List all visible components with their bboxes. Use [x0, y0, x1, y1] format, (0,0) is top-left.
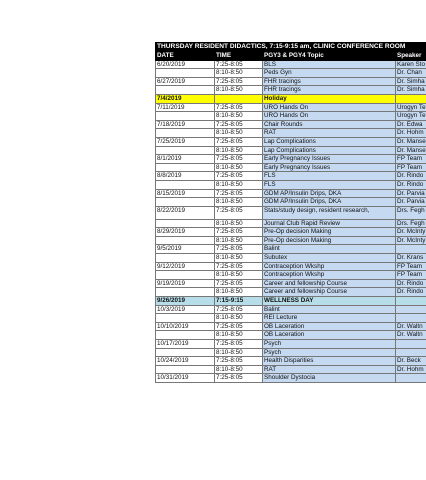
topic-cell: Lap Complications [263, 137, 396, 146]
table-row [156, 77, 426, 86]
time-cell: 7:25-8:05 [215, 357, 263, 366]
time-cell: 8:10-8:50 [215, 365, 263, 374]
topic-cell: FLS [263, 180, 396, 189]
speaker-cell: Dr. Parvia [396, 198, 426, 207]
time-column-header: TIME [215, 52, 263, 61]
time-cell: 7:25-8:05 [215, 322, 263, 331]
topic-cell: Pre-Op decision Making [263, 228, 396, 237]
table-row [156, 155, 426, 164]
date-cell [156, 314, 215, 323]
table-row [156, 146, 426, 155]
table-row [156, 245, 426, 254]
date-cell: 7/11/2019 [156, 103, 215, 112]
time-cell: 7:25-8:05 [215, 155, 263, 164]
table-row [156, 206, 426, 219]
table-row [156, 137, 426, 146]
banner-row [156, 43, 426, 52]
date-cell [156, 69, 215, 78]
speaker-cell: Dr. Manse [396, 137, 426, 146]
time-cell: 7:25-8:05 [215, 189, 263, 198]
date-cell: 10/3/2019 [156, 305, 215, 314]
time-cell: 8:10-8:50 [215, 180, 263, 189]
time-cell: 8:10-8:50 [215, 69, 263, 78]
time-cell: 7:25-8:05 [215, 120, 263, 129]
speaker-cell [396, 305, 426, 314]
time-cell: 7:25-8:05 [215, 374, 263, 383]
speaker-cell [396, 94, 426, 103]
speaker-cell: Drs. Fegh [396, 206, 426, 219]
topic-cell: Psych [263, 348, 396, 357]
table-row [156, 69, 426, 78]
topic-cell: Holiday [263, 94, 396, 103]
table-row [156, 254, 426, 263]
date-column-header: DATE [156, 52, 215, 61]
speaker-cell: FP Team [396, 155, 426, 164]
date-cell [156, 86, 215, 95]
speaker-cell: Dr. Krans [396, 254, 426, 263]
speaker-cell: Dr. Rindo [396, 288, 426, 297]
date-cell [156, 129, 215, 138]
topic-cell: Early Pregnancy Issues [263, 155, 396, 164]
header-row [156, 52, 426, 61]
date-cell: 6/20/2019 [156, 60, 215, 69]
date-cell: 9/26/2019 [156, 297, 215, 306]
speaker-cell [396, 245, 426, 254]
speaker-cell [396, 297, 426, 306]
table-row [156, 163, 426, 172]
speaker-cell: Dr. Beck [396, 357, 426, 366]
time-cell: 7:15-9:15 [215, 297, 263, 306]
time-cell: 8:10-8:50 [215, 236, 263, 245]
table-row [156, 198, 426, 207]
topic-cell: URO Hands On [263, 112, 396, 121]
table-row [156, 236, 426, 245]
speaker-cell: Dr. Waltn [396, 322, 426, 331]
time-cell: 8:10-8:50 [215, 146, 263, 155]
date-cell [156, 365, 215, 374]
table-row [156, 129, 426, 138]
didactics-table [155, 42, 426, 383]
topic-cell: URO Hands On [263, 103, 396, 112]
topic-cell: FLS [263, 172, 396, 181]
topic-cell: REI Lecture [263, 314, 396, 323]
date-cell [156, 236, 215, 245]
time-cell: 8:10-8:50 [215, 331, 263, 340]
time-cell: 7:25-8:05 [215, 340, 263, 349]
table-row [156, 219, 426, 228]
table-row [156, 374, 426, 383]
date-cell [156, 112, 215, 121]
speaker-cell: Dr. Rindo [396, 279, 426, 288]
time-cell: 8:10-8:50 [215, 271, 263, 280]
table-row [156, 103, 426, 112]
topic-cell: Contraception Wkshp [263, 262, 396, 271]
date-cell: 7/4/2019 [156, 94, 215, 103]
time-cell: 8:10-8:50 [215, 254, 263, 263]
time-cell: 7:25-8:05 [215, 262, 263, 271]
table-row [156, 331, 426, 340]
time-cell [215, 94, 263, 103]
table-row [156, 279, 426, 288]
topic-cell: Lap Complications [263, 146, 396, 155]
topic-cell: GDM AP/Insulin Drips, DKA [263, 198, 396, 207]
date-cell: 9/5/2019 [156, 245, 215, 254]
date-cell [156, 163, 215, 172]
speaker-cell [396, 374, 426, 383]
table-row [156, 180, 426, 189]
speaker-cell: Karen Sto [396, 60, 426, 69]
date-cell: 8/1/2019 [156, 155, 215, 164]
topic-cell: Early Pregnancy Issues [263, 163, 396, 172]
speaker-cell: Drs. Fegh [396, 219, 426, 228]
time-cell: 7:25-8:05 [215, 77, 263, 86]
topic-cell: Shoulder Dystocia [263, 374, 396, 383]
speaker-cell: Dr. Parvia [396, 189, 426, 198]
topic-cell: Balint [263, 245, 396, 254]
speaker-cell [396, 348, 426, 357]
topic-cell: Career and fellowship Course [263, 279, 396, 288]
speaker-cell: Dr. McInty [396, 228, 426, 237]
table-row [156, 172, 426, 181]
table-row [156, 314, 426, 323]
time-cell: 7:25-8:05 [215, 228, 263, 237]
time-cell: 8:10-8:50 [215, 112, 263, 121]
time-cell: 8:10-8:50 [215, 198, 263, 207]
speaker-column-header: Speaker [396, 52, 426, 61]
date-cell: 8/8/2019 [156, 172, 215, 181]
topic-cell: RAT [263, 129, 396, 138]
topic-cell: FHR tracings [263, 77, 396, 86]
topic-cell: Psych [263, 340, 396, 349]
topic-cell: WELLNESS DAY [263, 297, 396, 306]
table-row [156, 288, 426, 297]
date-cell [156, 198, 215, 207]
time-cell: 8:10-8:50 [215, 314, 263, 323]
date-cell: 7/25/2019 [156, 137, 215, 146]
table-row [156, 60, 426, 69]
table-row [156, 228, 426, 237]
date-cell [156, 146, 215, 155]
time-cell: 7:25-8:05 [215, 60, 263, 69]
speaker-cell: Urogyn Te [396, 103, 426, 112]
topic-cell: RAT [263, 365, 396, 374]
speaker-cell: Dr. Hohm [396, 129, 426, 138]
time-cell: 8:10-8:50 [215, 86, 263, 95]
date-cell [156, 219, 215, 228]
speaker-cell: Dr. Simha [396, 77, 426, 86]
date-cell: 8/15/2019 [156, 189, 215, 198]
time-cell: 8:10-8:50 [215, 288, 263, 297]
speaker-cell [396, 340, 426, 349]
topic-cell: Chair Rounds [263, 120, 396, 129]
topic-cell: BLS [263, 60, 396, 69]
speaker-cell: Urogyn Te [396, 112, 426, 121]
time-cell: 7:25-8:05 [215, 172, 263, 181]
date-cell: 10/24/2019 [156, 357, 215, 366]
time-cell: 8:10-8:50 [215, 348, 263, 357]
date-cell: 10/17/2019 [156, 340, 215, 349]
table-row [156, 94, 426, 103]
topic-cell: Peds Gyn [263, 69, 396, 78]
speaker-cell: Dr. Edwa [396, 120, 426, 129]
time-cell: 8:10-8:50 [215, 163, 263, 172]
topic-cell: Journal Club Rapid Review [263, 219, 396, 228]
table-row [156, 189, 426, 198]
topic-cell: FHR tracings [263, 86, 396, 95]
date-cell: 10/10/2019 [156, 322, 215, 331]
date-cell: 6/27/2019 [156, 77, 215, 86]
date-cell [156, 288, 215, 297]
time-cell: 7:25-8:05 [215, 137, 263, 146]
speaker-cell: FP Team [396, 262, 426, 271]
topic-cell: GDM AP/Insulin Drips, DKA [263, 189, 396, 198]
time-cell: 7:25-8:05 [215, 103, 263, 112]
time-cell: 7:25-8:05 [215, 279, 263, 288]
topic-column-header: PGY3 & PGY4 Topic [263, 52, 396, 61]
speaker-cell: Dr. Manse [396, 146, 426, 155]
date-cell: 7/18/2019 [156, 120, 215, 129]
speaker-cell: Dr. McInty [396, 236, 426, 245]
table-row [156, 357, 426, 366]
time-cell: 7:25-8:05 [215, 206, 263, 219]
date-cell: 9/12/2019 [156, 262, 215, 271]
speaker-cell: Dr. Rindo [396, 180, 426, 189]
topic-cell: Career and fellowship Course [263, 288, 396, 297]
table-row [156, 262, 426, 271]
date-cell [156, 180, 215, 189]
table-row [156, 348, 426, 357]
speaker-cell: Dr. Rindo [396, 172, 426, 181]
speaker-cell: FP Team [396, 163, 426, 172]
table-row [156, 271, 426, 280]
topic-cell: Subutex [263, 254, 396, 263]
date-cell [156, 254, 215, 263]
table-row [156, 297, 426, 306]
date-cell: 8/22/2019 [156, 206, 215, 219]
time-cell: 8:10-8:50 [215, 129, 263, 138]
time-cell: 7:25-8:05 [215, 305, 263, 314]
topic-cell: Contraception Wkshp [263, 271, 396, 280]
date-cell: 10/31/2019 [156, 374, 215, 383]
schedule-banner: THURSDAY RESIDENT DIDACTICS, 7:15-9:15 am, CLINIC CONFERENCE ROOM [156, 43, 426, 52]
topic-cell: Balint [263, 305, 396, 314]
table-row [156, 112, 426, 121]
table-row [156, 340, 426, 349]
schedule-body [156, 60, 426, 382]
table-row [156, 322, 426, 331]
topic-cell: Pre-Op decision Making [263, 236, 396, 245]
time-cell: 7:25-8:05 [215, 245, 263, 254]
time-cell: 8:10-8:50 [215, 219, 263, 228]
speaker-cell [396, 314, 426, 323]
date-cell [156, 271, 215, 280]
speaker-cell: Dr. Simha [396, 86, 426, 95]
topic-cell: OB Laceration [263, 331, 396, 340]
table-row [156, 305, 426, 314]
table-row [156, 120, 426, 129]
table-row [156, 86, 426, 95]
schedule-sheet [155, 42, 426, 383]
speaker-cell: Dr. Waltn [396, 331, 426, 340]
date-cell [156, 331, 215, 340]
table-row [156, 365, 426, 374]
topic-cell: Stats/study design, resident research, [263, 206, 396, 219]
speaker-cell: Dr. Hohm [396, 365, 426, 374]
date-cell: 9/19/2019 [156, 279, 215, 288]
date-cell [156, 348, 215, 357]
topic-cell: OB Laceration [263, 322, 396, 331]
speaker-cell: FP Team [396, 271, 426, 280]
date-cell: 8/29/2019 [156, 228, 215, 237]
speaker-cell: Dr. Chan [396, 69, 426, 78]
topic-cell: Health Disparities [263, 357, 396, 366]
